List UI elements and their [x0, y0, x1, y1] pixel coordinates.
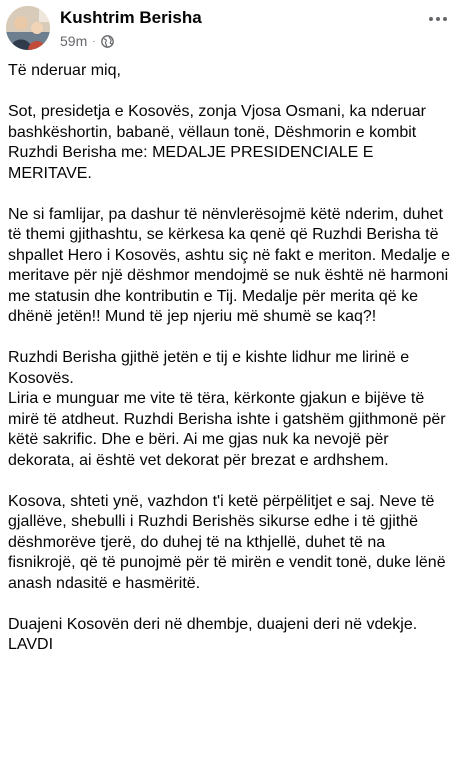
- meta-separator: ·: [92, 35, 96, 47]
- avatar-photo: [6, 6, 50, 50]
- author-name[interactable]: Kushtrim Berisha: [60, 8, 202, 27]
- post-paragraph: Të nderuar miq,: [8, 62, 121, 79]
- globe-icon[interactable]: [101, 35, 114, 48]
- post-paragraph: Duajeni Kosovën deri në dhembje, duajeni deri në vdekje. LAVDI: [8, 615, 418, 653]
- post-text: [8, 61, 454, 656]
- post-time[interactable]: 59m: [60, 33, 88, 49]
- post-paragraph: Sot, presidetja e Kosovës, zonja Vjosa Osmani, ka nderuar bashkëshortin, babanë, vëllaun tonë, Dëshmorin e kombit Ruzhdi Berisha me: MEDALJE PRESIDENCIALE E MERITAVE.: [8, 103, 426, 182]
- post-header: [0, 0, 461, 56]
- avatar[interactable]: [6, 6, 50, 50]
- post-paragraph: Ne si famlijar, pa dashur të nënvlerësojmë këtë nderim, duhet të themi gjithashtu, se kërkesa ka qenë që Ruzhdi Berisha të shpallet Hero i Kosovës, ashtu siç në fakt e meriton. Medalje e meritave për një dëshmor mendojmë se nuk është në harmoni me statusin dhe kontributin e Tij. Medalje për merita që ke dhënë jetën!! Mund të jep njeriu më shumë se kaq?!: [8, 205, 450, 325]
- post-paragraph: Ruzhdi Berisha gjithë jetën e tij e kishte lidhur me lirinë e Kosovës. Liria e munguar me vite të tëra, kërkonte gjakun e bijëve të mirë të atdheut. Ruzhdi Berisha ishte i gatshëm gjithmonë për këtë sakrific. Dhe e bëri. Ai me gjas nuk ka nevojë për dekorata, ai është vet dekorat për brezat e ardhshem.: [8, 349, 446, 469]
- more-horizontal-icon[interactable]: [425, 8, 451, 30]
- post-meta: [60, 32, 114, 50]
- post-paragraph: Kosova, shteti ynë, vazhdon t'i ketë përpëlitjet e saj. Neve të gjallëve, shebulli i Ruzhdi Berishës sikurse edhe i të gjithë dëshmorëve tjerë, do duhej të na kthjellë, duhet të na fisnikrojë, që të punojmë për të mirën e vendit tonë, duke lënë anash ndasitë e hasmëritë.: [8, 492, 446, 592]
